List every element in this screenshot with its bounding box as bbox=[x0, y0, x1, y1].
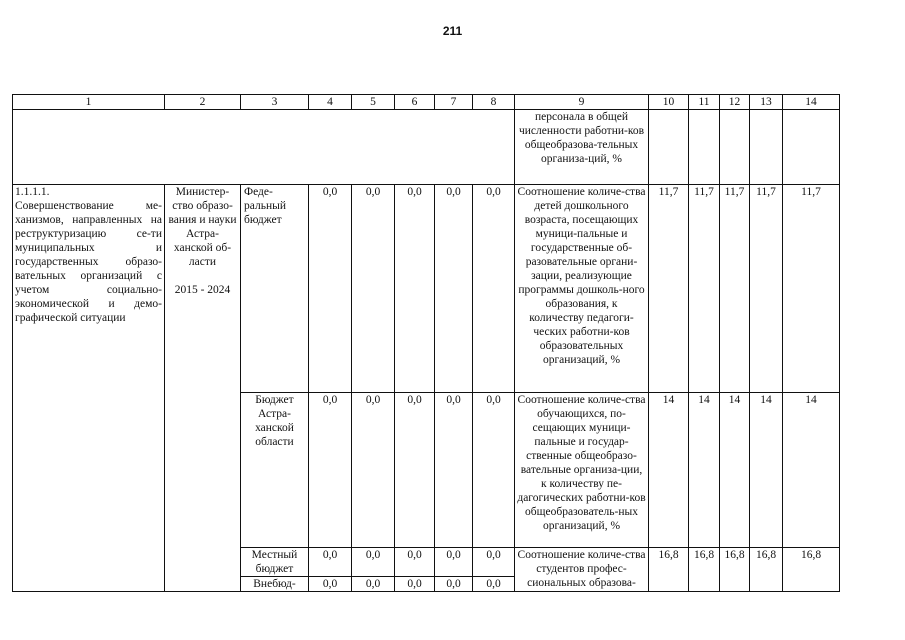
target-cell: 14 bbox=[750, 393, 783, 548]
funding-source: Феде-ральный бюджет bbox=[241, 185, 309, 393]
value-cell: 0,0 bbox=[352, 185, 395, 393]
value-cell: 0,0 bbox=[395, 393, 435, 548]
column-number: 10 bbox=[649, 95, 689, 110]
executor-cell bbox=[165, 185, 241, 592]
value-cell: 0,0 bbox=[435, 393, 473, 548]
indicator-cell: персонала в общей численности работни-ков общеобразова-тельных организа-ций, % bbox=[515, 110, 649, 185]
column-number-row bbox=[13, 95, 840, 110]
column-number: 12 bbox=[720, 95, 750, 110]
column-number: 13 bbox=[750, 95, 783, 110]
column-number: 3 bbox=[241, 95, 309, 110]
target-cell: 16,8 bbox=[649, 548, 689, 592]
value-cell: 0,0 bbox=[435, 548, 473, 577]
value-cell: 0,0 bbox=[309, 548, 352, 577]
period: 2015 - 2024 bbox=[174, 284, 231, 296]
measure-code: 1.1.1.1. bbox=[15, 186, 50, 198]
column-number: 9 bbox=[515, 95, 649, 110]
measure-cell bbox=[13, 185, 165, 592]
value-cell: 0,0 bbox=[473, 577, 515, 592]
indicator-cell: Соотношение количе-ства студентов профес-сиональных образова- bbox=[515, 548, 649, 592]
program-table bbox=[12, 94, 840, 592]
column-number: 8 bbox=[473, 95, 515, 110]
column-number: 14 bbox=[783, 95, 840, 110]
measure-name: Совершенствование ме-ханизмов, направленных на реструктуризацию се-ти муниципальных и государственных образо-вательных организаций с учетом социально-экономической и демо-графической ситуации bbox=[15, 200, 162, 324]
target-cell: 14 bbox=[783, 393, 840, 548]
target-cell: 11,7 bbox=[689, 185, 720, 393]
target-cell: 16,8 bbox=[720, 548, 750, 592]
target-cell: 11,7 bbox=[649, 185, 689, 393]
value-cell: 0,0 bbox=[352, 548, 395, 577]
target-cell: 16,8 bbox=[750, 548, 783, 592]
value-cell: 0,0 bbox=[352, 393, 395, 548]
target-cell: 14 bbox=[689, 393, 720, 548]
value-cell: 0,0 bbox=[473, 185, 515, 393]
target-cell: 16,8 bbox=[783, 548, 840, 592]
target-cell: 11,7 bbox=[720, 185, 750, 393]
funding-source: Бюджет Астра-ханской области bbox=[241, 393, 309, 548]
value-cell: 0,0 bbox=[352, 577, 395, 592]
value-cell: 0,0 bbox=[395, 185, 435, 393]
column-number: 7 bbox=[435, 95, 473, 110]
value-cell: 0,0 bbox=[309, 393, 352, 548]
executor-name: Министер-ство образо-вания и науки Астра-ханской об-ласти bbox=[168, 186, 237, 268]
table-row bbox=[13, 185, 840, 393]
column-number: 6 bbox=[395, 95, 435, 110]
target-cell: 14 bbox=[649, 393, 689, 548]
indicator-cell: Соотношение количе-ства детей дошкольного возраста, посещающих муници-пальные и государственные об-разовательные органи-зации, реализующие программы дошколь-ного образования, к количеству педагоги-ческих работни-ков образовательных организаций, % bbox=[515, 185, 649, 393]
value-cell: 0,0 bbox=[309, 577, 352, 592]
column-number: 11 bbox=[689, 95, 720, 110]
value-cell: 0,0 bbox=[435, 577, 473, 592]
page-number: 211 bbox=[442, 24, 463, 38]
continuation-row bbox=[13, 110, 840, 185]
value-cell: 0,0 bbox=[473, 393, 515, 548]
target-cell: 11,7 bbox=[783, 185, 840, 393]
target-cell: 16,8 bbox=[689, 548, 720, 592]
value-cell: 0,0 bbox=[395, 577, 435, 592]
column-number: 5 bbox=[352, 95, 395, 110]
value-cell: 0,0 bbox=[435, 185, 473, 393]
column-number: 1 bbox=[13, 95, 165, 110]
value-cell: 0,0 bbox=[309, 185, 352, 393]
value-cell: 0,0 bbox=[473, 548, 515, 577]
indicator-cell: Соотношение количе-ства обучающихся, по-сещающих муници-пальные и государ-ственные общеобразо-вательные организа-ции, к количеству пе-дагогических работни-ков общеобразователь-ных организаций, % bbox=[515, 393, 649, 548]
value-cell: 0,0 bbox=[395, 548, 435, 577]
funding-source: Местный бюджет bbox=[241, 548, 309, 577]
target-cell: 11,7 bbox=[750, 185, 783, 393]
column-number: 4 bbox=[309, 95, 352, 110]
funding-source: Внебюд- bbox=[241, 577, 309, 592]
target-cell: 14 bbox=[720, 393, 750, 548]
column-number: 2 bbox=[165, 95, 241, 110]
